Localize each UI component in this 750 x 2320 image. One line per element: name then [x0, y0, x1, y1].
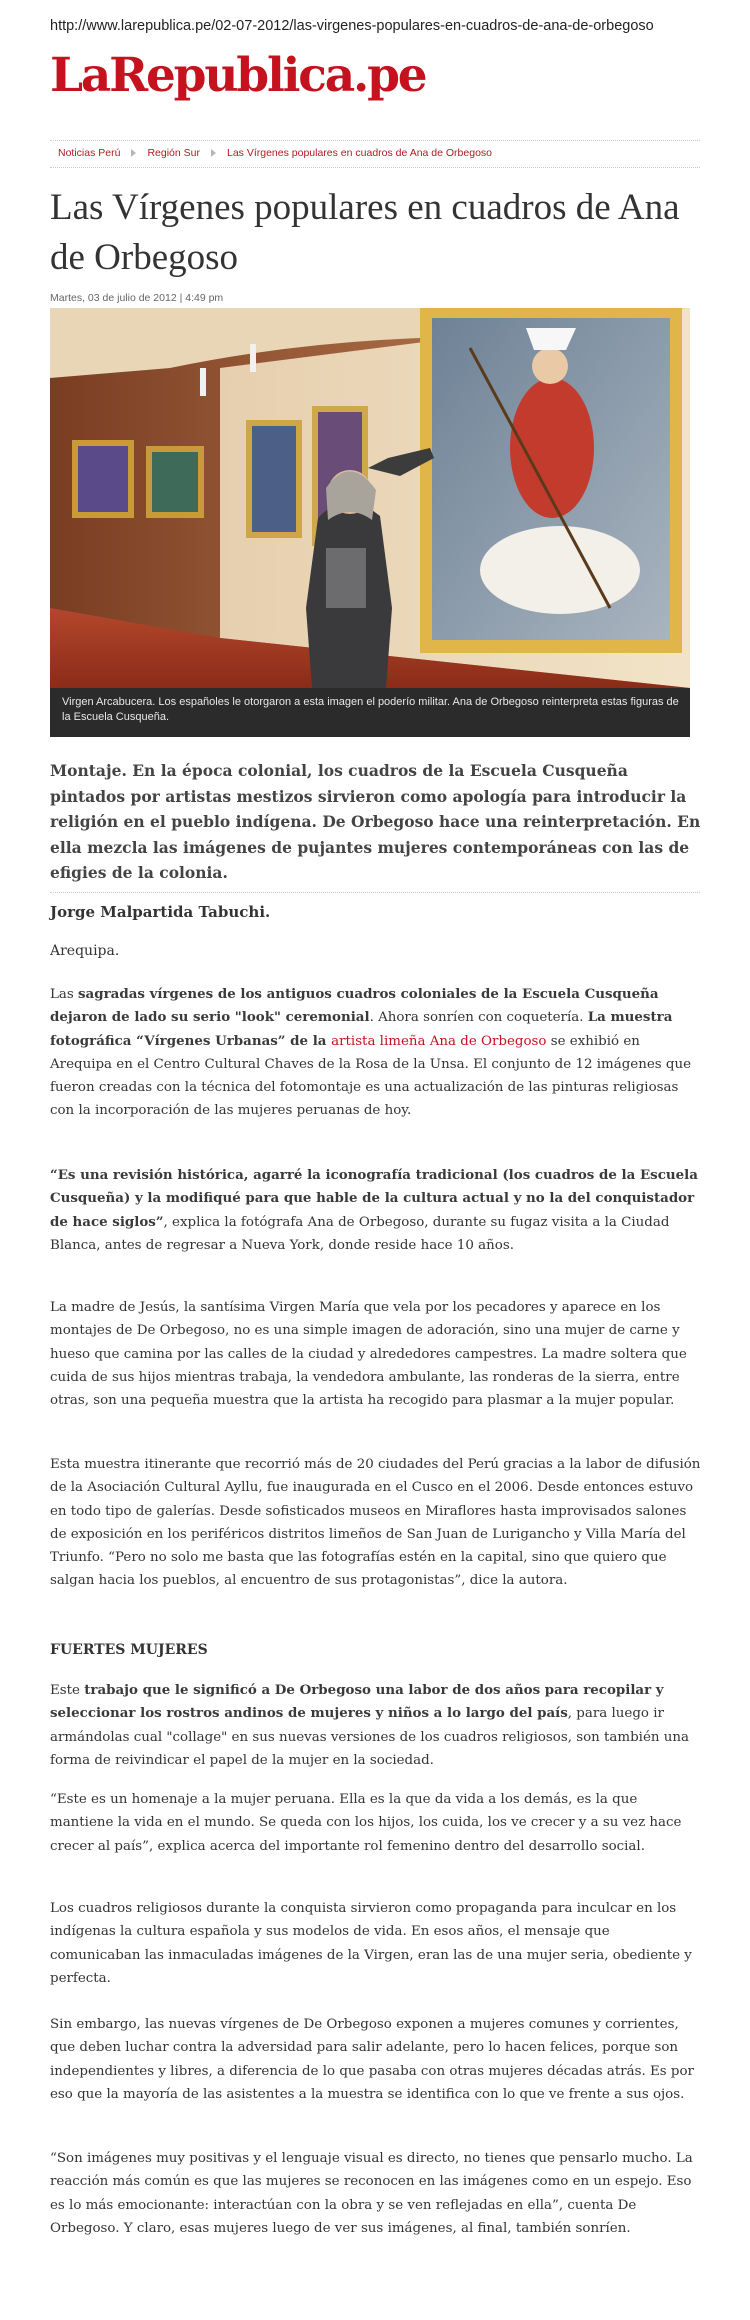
article-lead: Montaje. En la época colonial, los cuadros de la Escuela Cusqueña pintados por artistas mestizos sirvieron como apología para introducir la religión en el pueblo indígena. De Orbegoso hace una reinterpretación. En ella mezcla las imágenes de pujantes mujeres contemporáneas con las de efigies de la colonia. [50, 761, 701, 882]
breadcrumb-item-noticias-peru[interactable]: Noticias Perú [58, 147, 121, 159]
article-paragraph-6: “Este es un homenaje a la mujer peruana. Ella es la que da vida a los demás, es la que mantiene la vida en el mundo. Se queda con los hijos, los cuida, los ve crecer y a su vez hace crecer al país”, explica acerca del importante rol femenino dentro del desarrollo social. [50, 1792, 682, 1854]
section-subhead: FUERTES MUJERES [50, 1642, 208, 1658]
article-paragraph-4: Esta muestra itinerante que recorrió más de 20 ciudades del Perú gracias a la labor de difusión de la Asociación Cultural Ayllu, fue inaugurada en el Cusco en el 2006. Desde entonces estuvo en todo tipo de galerías. Desde sofisticados museos en Miraflores hasta improvisados salones de exposición en los periféricos distritos limeños de San Juan de Lurigancho y Villa María del Triunfo. “Pero no solo me basta que las fotografías estén en la capital, sino que quiero que salgan hacia los pueblos, al encuentro de sus protagonistas”, dice la autora. [50, 1457, 701, 1589]
article-paragraph-7: Los cuadros religiosos durante la conquista sirvieron como propaganda para inculcar en los indígenas la cultura española y sus modelos de vida. En esos años, el mensaje que comunicaban las inmaculadas imágenes de la Virgen, eran las de una mujer seria, obediente y perfecta. [50, 1901, 692, 1986]
divider-top [50, 140, 700, 141]
article-paragraph-5: Este trabajo que le significó a De Orbegoso una labor de dos años para recopilar y seleccionar los rostros andinos de mujeres y niños a lo largo del país, para luego ir armándolas cual "collage" en sus nuevas versiones de los cuadros religiosos, son también una forma de reivindicar el papel de la mujer en la sociedad. [50, 1682, 689, 1768]
article-paragraph-8: Sin embargo, las nuevas vírgenes de De Orbegoso exponen a mujeres comunes y corrientes, que deben luchar contra la adversidad para salir adelante, pero lo hacen felices, porque son independientes y libres, a diferencia de lo que pasaba con otras mujeres décadas atrás. Es por eso que la mayoría de las asistentes a la muestra se identifica con lo que ve frente a sus ojos. [50, 2017, 694, 2102]
article-author: Jorge Malpartida Tabuchi. [50, 903, 271, 921]
article-paragraph-3: La madre de Jesús, la santísima Virgen María que vela por los pecadores y aparece en los montajes de De Orbegoso, no es una simple imagen de adoración, sino una mujer de carne y hueso que camina por las calles de la ciudad y alrededores campestres. La madre soltera que cuida de sus hijos mientras trabaja, la vendedora ambulante, las ronderas de la sierra, entre otras, son una pequeña muestra que la artista ha recogido para plasmar a la mujer popular. [50, 1300, 687, 1409]
breadcrumb [58, 147, 492, 159]
divider-lead [50, 892, 700, 893]
site-logo[interactable]: LaRepublica.pe [50, 48, 426, 103]
triangle-right-icon [211, 149, 216, 157]
article-photo [50, 308, 690, 688]
article-paragraph-2: “Es una revisión histórica, agarré la iconografía tradicional (los cuadros de la Escuela Cusqueña) y la modifiqué para que hable de la cultura actual y no la del conquistador de hace siglos”, explica la fotógrafa Ana de Orbegoso, durante su fugaz visita a la Ciudad Blanca, antes de regresar a Nueva York, donde reside hace 10 años. [50, 1167, 698, 1253]
artist-link[interactable]: artista limeña Ana de Orbegoso [331, 1033, 547, 1049]
triangle-right-icon [131, 149, 136, 157]
article-dateline: Martes, 03 de julio de 2012 | 4:49 pm [50, 292, 224, 304]
breadcrumb-item-region-sur[interactable]: Región Sur [147, 147, 200, 159]
article-paragraph-9: “Son imágenes muy positivas y el lenguaje visual es directo, no tienes que pensarlo mucho. La reacción más común es que las mujeres se reconocen en las imágenes como en un espejo. Eso es lo más emocionante: interactúan con la obra y se ven reflejadas en ella”, cuenta De Orbegoso. Y claro, esas mujeres luego de ver sus imágenes, al final, también sonríen. [50, 2151, 693, 2236]
article-paragraph-1: Las sagradas vírgenes de los antiguos cuadros coloniales de la Escuela Cusqueña dejaron de lado su serio "look" ceremonial. Ahora sonríen con coquetería. La muestra fotográfica “Vírgenes Urbanas” de la artista limeña Ana de Orbegoso se exhibió en Arequipa en el Centro Cultural Chaves de la Rosa de la Unsa. El conjunto de 12 imágenes que fueron creadas con la técnica del fotomontaje es una actualización de las pinturas religiosas con la incorporación de las mujeres peruanas de hoy. [50, 986, 691, 1119]
article-title: Las Vírgenes populares en cuadros de Ana de Orbegoso [50, 187, 680, 278]
breadcrumb-item-article[interactable]: Las Vírgenes populares en cuadros de Ana de Orbegoso [226, 147, 493, 159]
divider-breadcrumb [50, 167, 700, 168]
photo-caption: Virgen Arcabucera. Los españoles le otorgaron a esta imagen el poderío militar. Ana de Orbegoso reinterpreta estas figuras de la Escuela Cusqueña. [50, 688, 690, 737]
page-url: http://www.larepublica.pe/02-07-2012/las-virgenes-populares-en-cuadros-de-ana-de-orbegoso [50, 18, 654, 34]
article-city: Arequipa. [50, 943, 120, 959]
